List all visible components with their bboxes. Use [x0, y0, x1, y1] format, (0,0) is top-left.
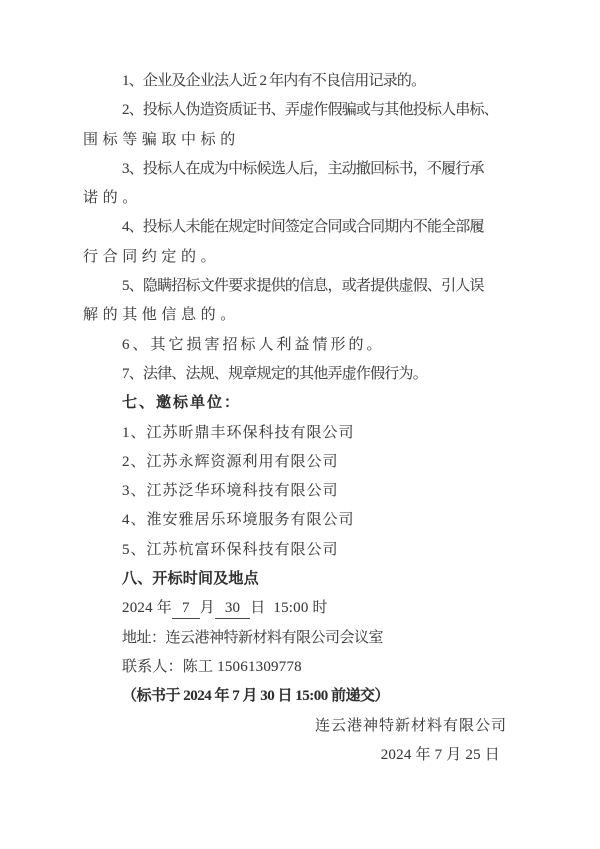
line-clause-6: 6、其它损害招标人利益情形的。 — [122, 336, 385, 353]
line-clause-3: 3、投标人在成为中标候选人后，主动撤回标书，不履行承 — [122, 160, 484, 177]
line-contact: 联系人：陈工 15061309778 — [122, 658, 302, 675]
open-date-suffix: 日 15:00 时 — [250, 600, 328, 617]
line-clause-7: 7、法律、法规、规章规定的其他弄虚作假行为。 — [122, 365, 427, 382]
line-clause-5: 5、隐瞒招标文件要求提供的信息，或者提供虚假、引人误 — [122, 278, 484, 295]
open-date-day-underlined: 30 — [215, 598, 250, 619]
open-date-month-underlined: 7 — [172, 598, 200, 619]
line-clause-4-cont: 行合同约定的。 — [83, 248, 221, 265]
line-opening-datetime — [83, 594, 513, 623]
line-invited-units-heading: 七、邀标单位： — [122, 395, 242, 412]
line-opening-heading: 八、开标时间及地点 — [122, 571, 259, 588]
document-text-block — [83, 67, 513, 770]
line-clause-1: 1、企业及企业法人近 2 年内有不良信用记录的。 — [122, 73, 426, 89]
line-company-4: 4、淮安雅居乐环境服务有限公司 — [122, 512, 355, 529]
line-company-2: 2、江苏永辉资源利用有限公司 — [122, 453, 339, 470]
line-clause-5-cont: 解的其他信息的。 — [83, 307, 240, 324]
line-clause-4: 4、投标人未能在规定时间签定合同或合同期内不能全部履 — [122, 219, 484, 236]
open-date-month-label: 月 — [199, 600, 215, 617]
line-signature-company: 连云港神特新材料有限公司 — [314, 717, 507, 734]
line-clause-2-cont: 围标等骗取中标的 — [83, 131, 240, 148]
line-company-5: 5、江苏杭富环保科技有限公司 — [122, 541, 339, 558]
line-company-3: 3、江苏泛华环境科技有限公司 — [122, 483, 339, 500]
line-clause-3-cont: 诺的。 — [83, 190, 142, 207]
line-clause-2: 2、投标人伪造资质证书、弄虚作假骗或与其他投标人串标、 — [122, 102, 498, 119]
line-address: 地址：连云港神特新材料有限公司会议室 — [122, 629, 384, 646]
line-signature-date: 2024 年 7 月 25 日 — [380, 746, 500, 763]
open-date-prefix: 2024 年 — [122, 600, 172, 617]
line-submit-note: （标书于 2024 年 7 月 30 日 15:00 前递交） — [122, 688, 389, 705]
line-company-1: 1、江苏昕鼎丰环保科技有限公司 — [122, 424, 355, 441]
